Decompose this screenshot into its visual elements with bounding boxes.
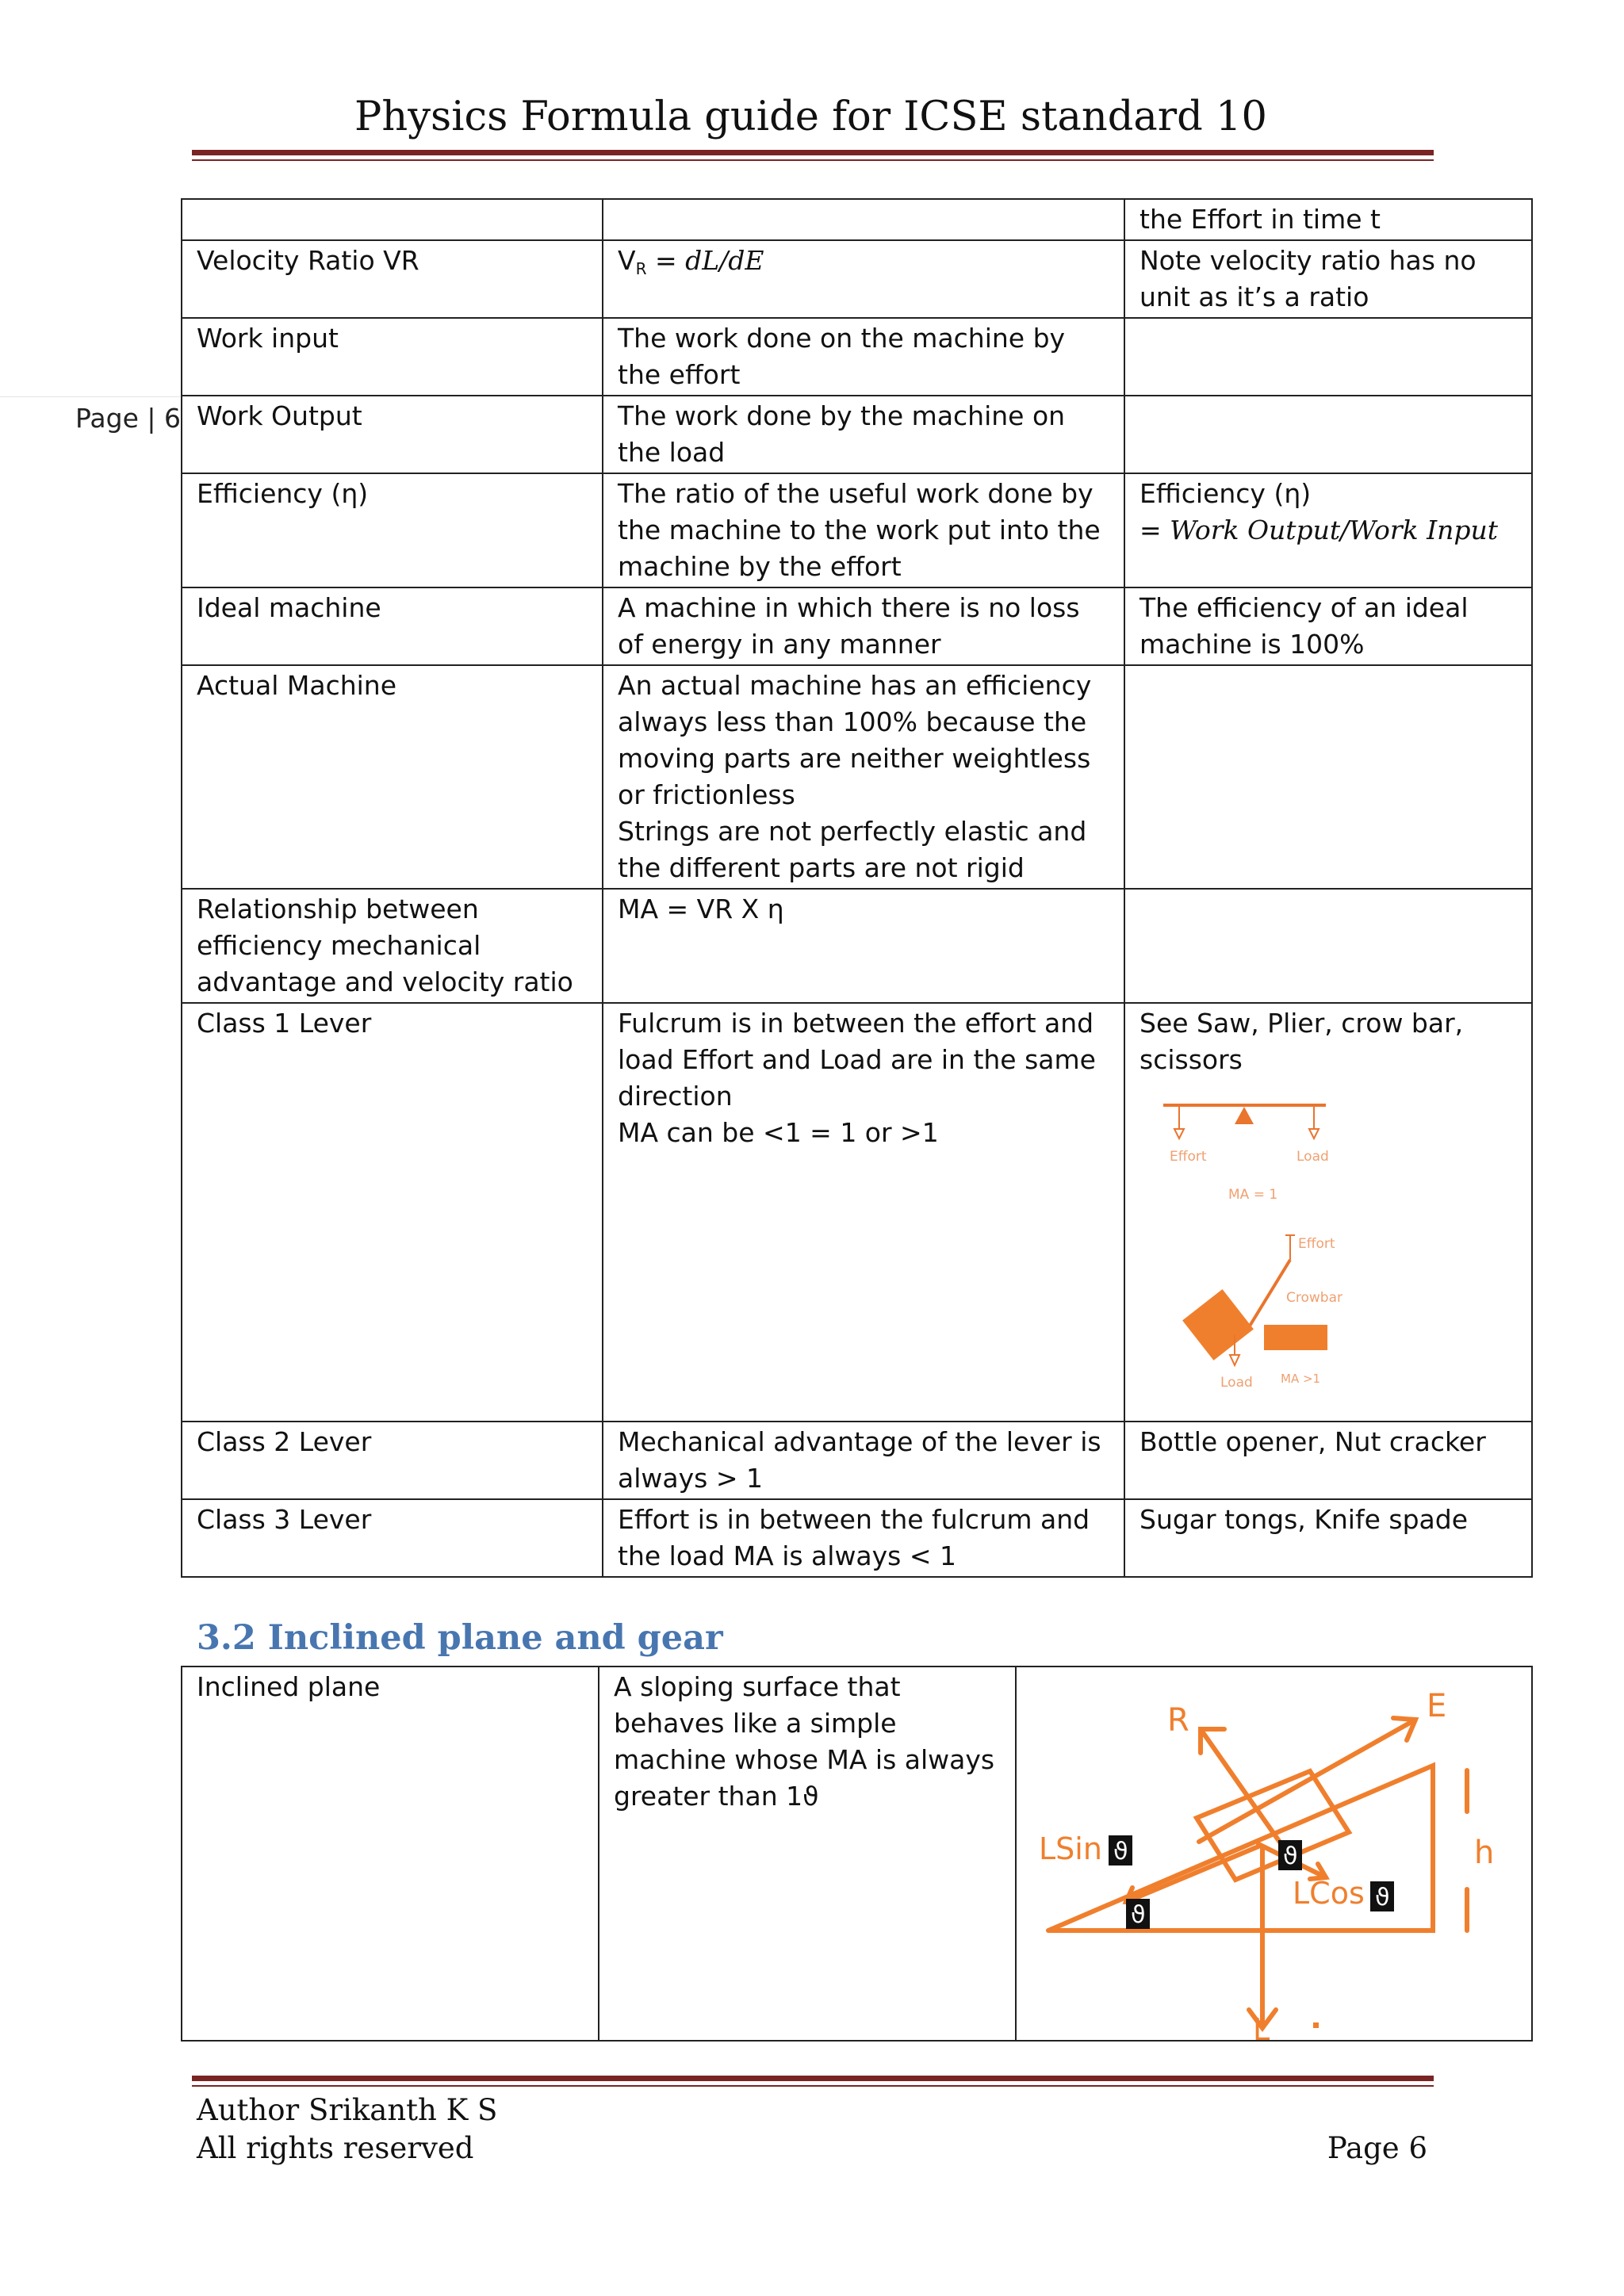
cell-term: Work input xyxy=(182,318,603,396)
table-row xyxy=(182,1003,1532,1422)
vr-subscript: R xyxy=(635,259,647,278)
incline-table xyxy=(181,1666,1533,2042)
description-line: Fulcrum is in between the effort and load Effort and Load are in the same direction xyxy=(618,1008,1096,1112)
table-row xyxy=(182,587,1532,665)
crowbar-bar xyxy=(1249,1260,1290,1327)
cell-note xyxy=(1124,1003,1532,1422)
effort-label: E xyxy=(1427,1688,1447,1724)
table-row xyxy=(182,199,1532,240)
footer-rule-thin xyxy=(192,2085,1434,2087)
footer-page-number: Page 6 xyxy=(1327,2131,1427,2165)
cell-note xyxy=(1124,889,1532,1003)
cell-note xyxy=(1124,396,1532,473)
cell-description xyxy=(603,199,1124,240)
vr-formula: dL/dE xyxy=(685,245,764,276)
table-row xyxy=(182,473,1532,587)
effort-arrow xyxy=(1199,1720,1415,1842)
lsin-arrow xyxy=(1126,1846,1258,1902)
description-line: MA can be <1 = 1 or >1 xyxy=(618,1117,939,1148)
effort-arrowhead-icon xyxy=(1174,1129,1184,1138)
side-page-label: Page | 6 xyxy=(75,403,181,434)
cell-term: Ideal machine xyxy=(182,587,603,665)
description-line: An actual machine has an efficiency always less than 100% because the moving parts are neither weightless or frictionless xyxy=(618,670,1092,810)
fulcrum-icon xyxy=(1235,1107,1254,1124)
cell-description: A machine in which there is no loss of energy in any manner xyxy=(603,587,1124,665)
margin-divider xyxy=(0,396,182,397)
table-row xyxy=(182,318,1532,396)
lever-examples: See Saw, Plier, crow bar, scissors xyxy=(1139,1008,1464,1075)
ma-greater-label: MA >1 xyxy=(1281,1372,1321,1386)
cell-diagram xyxy=(1016,1667,1532,2041)
lever-diagram xyxy=(1155,1089,1362,1399)
cell-note: Bottle opener, Nut cracker xyxy=(1124,1422,1532,1499)
document-title: Physics Formula guide for ICSE standard 10 xyxy=(354,94,1267,140)
cell-term: Efficiency (η) xyxy=(182,473,603,587)
cell-term: Relationship between efficiency mechanical advantage and velocity ratio xyxy=(182,889,603,1003)
cell-term: Class 3 Lever xyxy=(182,1499,603,1577)
cell-description: The work done by the machine on the load xyxy=(603,396,1124,473)
cell-term: Actual Machine xyxy=(182,665,603,889)
cell-note: Sugar tongs, Knife spade xyxy=(1124,1499,1532,1577)
cell-description: MA = VR X η xyxy=(603,889,1124,1003)
load-label: L xyxy=(1253,2012,1270,2040)
cell-description: Mechanical advantage of the lever is always > 1 xyxy=(603,1422,1124,1499)
crowbar-load-arrowhead-icon xyxy=(1230,1355,1239,1365)
cell-description: Effort is in between the fulcrum and the load MA is always < 1 xyxy=(603,1499,1124,1577)
cell-term: Inclined plane xyxy=(182,1667,599,2041)
cell-term: Class 2 Lever xyxy=(182,1422,603,1499)
footer-rule-thick xyxy=(192,2076,1434,2081)
cell-term: Velocity Ratio VR xyxy=(182,240,603,318)
diagram-dot xyxy=(1313,2022,1319,2028)
table-row xyxy=(182,396,1532,473)
efficiency-formula: Work Output/Work Input xyxy=(1170,515,1499,545)
cell-term xyxy=(182,199,603,240)
vr-equals: = xyxy=(654,245,677,276)
section-heading: 3.2 Inclined plane and gear xyxy=(197,1618,723,1658)
footer-author: Author Srikanth K S xyxy=(197,2093,498,2127)
lcos-theta: ϑ xyxy=(1375,1884,1390,1911)
lsin-theta: ϑ xyxy=(1113,1838,1128,1866)
height-label: h xyxy=(1474,1835,1495,1871)
inclined-plane-diagram xyxy=(1017,1667,1530,2040)
cell-description: A sloping surface that behaves like a simple machine whose MA is always greater than 1ϑ xyxy=(599,1667,1016,2041)
cell-note: Note velocity ratio has no unit as it’s a ratio xyxy=(1124,240,1532,318)
load-arrowhead-icon xyxy=(1309,1129,1319,1138)
table-row xyxy=(182,240,1532,318)
cell-term: Class 1 Lever xyxy=(182,1003,603,1422)
cell-formula xyxy=(603,240,1124,318)
ma-equal-label: MA = 1 xyxy=(1228,1187,1278,1203)
cell-note xyxy=(1124,665,1532,889)
cell-note xyxy=(1124,318,1532,396)
table-row xyxy=(182,1667,1532,2041)
cell-note: The efficiency of an ideal machine is 100% xyxy=(1124,587,1532,665)
lsin-label: LSin xyxy=(1039,1831,1102,1866)
footer-rights: All rights reserved xyxy=(197,2131,474,2165)
table-row xyxy=(182,889,1532,1003)
table-row xyxy=(182,665,1532,889)
cell-description: The ratio of the useful work done by the machine to the work put into the machine by the effort xyxy=(603,473,1124,587)
table-row xyxy=(182,1499,1532,1577)
table-row xyxy=(182,1422,1532,1499)
description-line: Strings are not perfectly elastic and the different parts are not rigid xyxy=(618,816,1087,883)
crowbar-label: Crowbar xyxy=(1286,1290,1342,1306)
lever-table xyxy=(181,198,1533,1578)
cell-formula xyxy=(1124,473,1532,587)
crowbar-fulcrum-block xyxy=(1264,1325,1327,1350)
efficiency-equals: = xyxy=(1139,515,1162,545)
cell-note: the Effort in time t xyxy=(1124,199,1532,240)
cell-description xyxy=(603,1003,1124,1422)
crowbar-load-label: Load xyxy=(1220,1375,1253,1391)
crowbar-effort-label: Effort xyxy=(1298,1236,1335,1252)
cell-term: Work Output xyxy=(182,396,603,473)
reaction-label: R xyxy=(1167,1702,1189,1739)
header-rule-thin xyxy=(192,159,1434,161)
cell-description: The work done on the machine by the effort xyxy=(603,318,1124,396)
lcos-label: LCos xyxy=(1293,1876,1365,1911)
base-theta: ϑ xyxy=(1131,1901,1146,1929)
block-theta: ϑ xyxy=(1283,1843,1298,1870)
vr-symbol: V xyxy=(618,245,636,276)
effort-label: Effort xyxy=(1170,1149,1207,1165)
efficiency-label: Efficiency (η) xyxy=(1139,478,1312,509)
header-rule-thick xyxy=(192,150,1434,155)
load-label: Load xyxy=(1297,1149,1329,1165)
cell-description xyxy=(603,665,1124,889)
crowbar-load-block xyxy=(1182,1289,1254,1360)
